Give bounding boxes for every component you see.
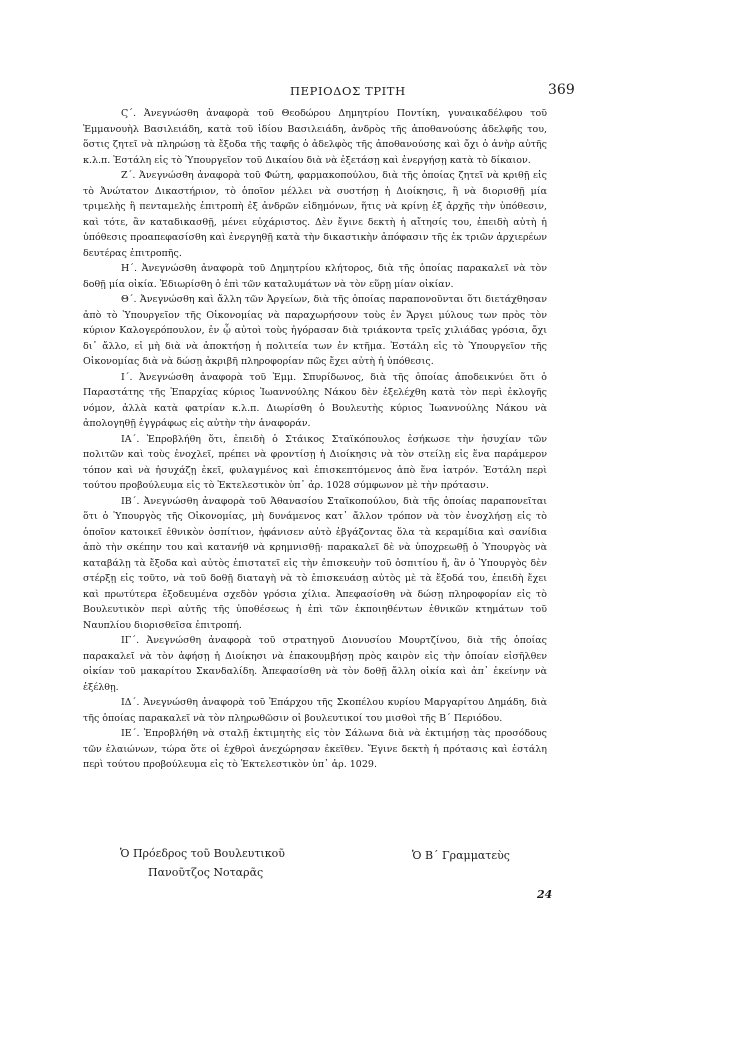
running-title: ΠΕΡΙΟΔΟΣ ΤΡΙΤΗ (290, 84, 406, 98)
paragraph-12: ΙΒ΄. Ἀνεγνώσθη ἀναφορὰ τοῦ Ἀθανασίου Σταϊκοπούλου, διὰ τῆς ὁποίας παραπονεῖται ὅτι ὁ Ὑπουργὸς τῆς Οἰκονομίας, μὴ δυνάμενος κατ᾽ ἄλλον τρόπον νὰ τὸν ἐνοχλήσῃ εἰς τὸ ὁποῖον κατοικεῖ ἐθνικὸν ὀσπίτιον, ἠφάνισεν αὐτὸ ἐβγάζοντας ὅλα τὰ κεραμίδια καὶ σανίδια ἀπὸ τὴν σκέπην του καὶ κατανήθ νὰ κρημνισθῇ· παρακαλεῖ δὲ νὰ ὑποχρεωθῇ ὁ Ὑπουργὸς νὰ καταβάλῃ τὰ ἔξοδα καὶ αὐτὸς ἐπιστατεῖ εἰς τὴν ἐπισκευὴν τοῦ ὀσπιτίου ἤ, ἂν ὁ Ὑπουργὸς δὲν στέρξῃ εἰς τοῦτο, νὰ τοῦ δοθῇ διαταγὴ νὰ τὸ ἐπισκευάσῃ αὐτὸς μὲ τὰ ἔξοδά του, ἐπειδὴ ἔχει καὶ πρωτύτερα ἐξοδευμένα σχεδὸν γρόσια χίλια. Ἀπεφασίσθη νὰ δώσῃ πληροφορίαν εἰς τὸ Βουλευτικὸν περὶ αὐτῆς τῆς ὑποθέσεως ἡ ἐπὶ τῶν ἐκποιηθέντων ἐθνικῶν κτημάτων τοῦ Ναυπλίου διορισθεῖσα ἐπιτροπή. (83, 495, 547, 631)
document-body (83, 106, 547, 773)
folio-number: 24 (537, 888, 553, 901)
paragraph-10: Ι΄. Ἀνεγνώσθη ἀναφορὰ τοῦ Ἐμμ. Σπυρίδωνος, διὰ τῆς ὁποίας ἀποδεικνύει ὅτι ὁ Παραστάτης τῆς Ἐπαρχίας κύριος Ἰωαννούλης Νάκου δὲν ἐξελέχθη κατὰ τὸν περὶ ἐκλογῆς νόμον, ἀλλὰ κατὰ φατρίαν κ.λ.π. Διωρίσθη ὁ Βουλευτὴς κύριος Ἰωαννούλης Νάκου νὰ ἀπολογηθῇ ἐγγράφως εἰς αὐτὴν τὴν ἀναφοράν. (83, 371, 547, 429)
paragraph-6: Ϛ΄. Ἀνεγνώσθη ἀναφορὰ τοῦ Θεοδώρου Δημητρίου Ποντίκη, γυναικαδέλφου τοῦ Ἐμμανουὴλ Βασιλειάδη, κατὰ τοῦ ἰδίου Βασιλειάδη, ἀνδρὸς τῆς ἀποθανούσης ἀδελφῆς του, ὅστις ζητεῖ νὰ πληρώσῃ τὰ ἔξοδα τῆς ταφῆς ὁ ἀδελφὸς τῆς ἀποθανούσης καὶ ὄχι ὁ ἀνὴρ αὐτῆς κ.λ.π. Ἐστάλη εἰς τὸ Ὑπουργεῖον τοῦ Δικαίου διὰ νὰ ἐξετάσῃ καὶ ἐνεργήσῃ κατὰ τὸ δίκαιον. (83, 108, 547, 166)
paragraph-7: Ζ΄. Ἀνεγνώσθη ἀναφορὰ τοῦ Φώτη, φαρμακοπούλου, διὰ τῆς ὁποίας ζητεῖ νὰ κριθῇ εἰς τὸ Ἀνώτατον Δικαστήριον, τὸ ὁποῖον μέλλει νὰ συστήσῃ ἡ Διοίκησις, ἢ νὰ διορισθῇ μία τριμελὴς ἢ πενταμελὴς ἐπιτροπὴ ἐξ ἀνδρῶν εἰδημόνων, ἥτις νὰ κρίνῃ ἐξ ἀρχῆς τὴν ὑπόθεσιν, καὶ τότε, ἂν καταδικασθῇ, μένει εὐχάριστος. Δὲν ἔγινε δεκτὴ ἡ αἴτησίς του, ἐπειδὴ αὐτὴ ἡ ὑπόθεσις προαπεφασίσθη καὶ ἐνεργηθῇ κατὰ τὴν δικαστικὴν ἀπόφασιν τῆς ἐκ τριῶν ἀρχιερέων δευτέρας ἐπιτροπῆς. (83, 170, 547, 259)
page-number: 369 (548, 82, 575, 98)
president-title: Ὁ Πρόεδρος τοῦ Βουλευτικοῦ (120, 847, 285, 860)
paragraph-14: ΙΔ΄. Ἀνεγνώσθη ἀναφορὰ τοῦ Ἐπάρχου τῆς Σκοπέλου κυρίου Μαργαρίτου Δημάδη, διὰ τῆς ὁποίας παρακαλεῖ νὰ τὸν πληρωθῶσιν οἱ βουλευτικοί του μισθοὶ τῆς Β΄ Περιόδου. (83, 697, 547, 724)
paragraph-8: Η΄. Ἀνεγνώσθη ἀναφορὰ τοῦ Δημητρίου κλήτορος, διὰ τῆς ὁποίας παρακαλεῖ νὰ τὸν δοθῇ μία οἰκία. Ἐδιωρίσθη ὁ ἐπὶ τῶν καταλυμάτων νὰ τὸν εὕρῃ μίαν οἰκίαν. (83, 263, 547, 290)
paragraph-15: ΙΕ΄. Ἐπροβλήθη νὰ σταλῇ ἐκτιμητὴς εἰς τὸν Σάλωνα διὰ νὰ ἐκτιμήσῃ τὰς προσόδους τῶν ἐλαιώνων, τώρα ὅτε οἱ ἐχθροὶ ἀνεχώρησαν ἐκεῖθεν. Ἔγινε δεκτὴ ἡ πρότασις καὶ ἐστάλη περὶ τούτου προβούλευμα εἰς τὸ Ἐκτελεστικὸν ὑπ᾽ ἀρ. 1029. (83, 728, 547, 770)
president-name: Πανοῦτζος Νοταρᾶς (148, 866, 264, 879)
paragraph-11: ΙΑ΄. Ἐπροβλήθη ὅτι, ἐπειδὴ ὁ Στάικος Σταϊκόπουλος ἐσήκωσε τὴν ἡσυχίαν τῶν πολιτῶν καὶ τοὺς ἐνοχλεῖ, πρέπει νὰ φροντίσῃ ἡ Διοίκησις νὰ τὸν στείλῃ εἰς ἕνα παράμερον τόπον καὶ νὰ ἡσυχάζῃ ἐκεῖ, φυλαγμένος καὶ ἐπισκεπτόμενος ἀπὸ ἕνα ἰατρόν. Ἐστάλη περὶ τούτου προβούλευμα εἰς τὸ Ἐκτελεστικὸν ὑπ᾽ ἀρ. 1028 σύμφωνον μὲ τὴν πρότασιν. (83, 433, 547, 491)
paragraph-9: Θ΄. Ἀνεγνώσθη καὶ ἄλλη τῶν Ἀργείων, διὰ τῆς ὁποίας παραπονοῦνται ὅτι διετάχθησαν ἀπὸ τὸ Ὑπουργεῖον τῆς Οἰκονομίας νὰ παραχωρήσουν τοὺς ἐν Ἄργει μύλους των πρὸς τὸν κύριον Καλογερόπουλον, ἐν ᾧ αὐτοὶ τοὺς ἠγόρασαν διὰ τριάκοντα τρεῖς χιλιάδας γρόσια, ὄχι δι᾽ ἄλλο, εἰ μὴ διὰ νὰ ἀποκτήσῃ ἡ πολιτεία των ἐν κτῆμα. Ἐστάλη εἰς τὸ Ὑπουργεῖον τῆς Οἰκονομίας διὰ νὰ δώσῃ ἀκριβῆ πληροφορίαν πῶς ἔχει αὐτὴ ἡ ὑπόθεσις. (83, 294, 547, 367)
secretary-title: Ὁ Β΄ Γραμματεὺς (412, 849, 510, 862)
paragraph-13: ΙΓ΄. Ἀνεγνώσθη ἀναφορὰ τοῦ στρατηγοῦ Διονυσίου Μουρτζίνου, διὰ τῆς ὁποίας παρακαλεῖ νὰ τὸν ἀφήσῃ ἡ Διοίκησι νὰ ἐπακουμβήσῃ πρὸς καιρὸν εἰς τὴν ὁποίαν εἰσῆλθεν οἰκίαν τοῦ μακαρίτου Σκανδαλίδη. Ἀπεφασίσθη νὰ τὸν δοθῇ ἄλλη οἰκία καὶ ἀπ᾽ ἐκείνην νὰ ἐξέλθῃ. (83, 635, 547, 693)
page-header (0, 84, 744, 104)
